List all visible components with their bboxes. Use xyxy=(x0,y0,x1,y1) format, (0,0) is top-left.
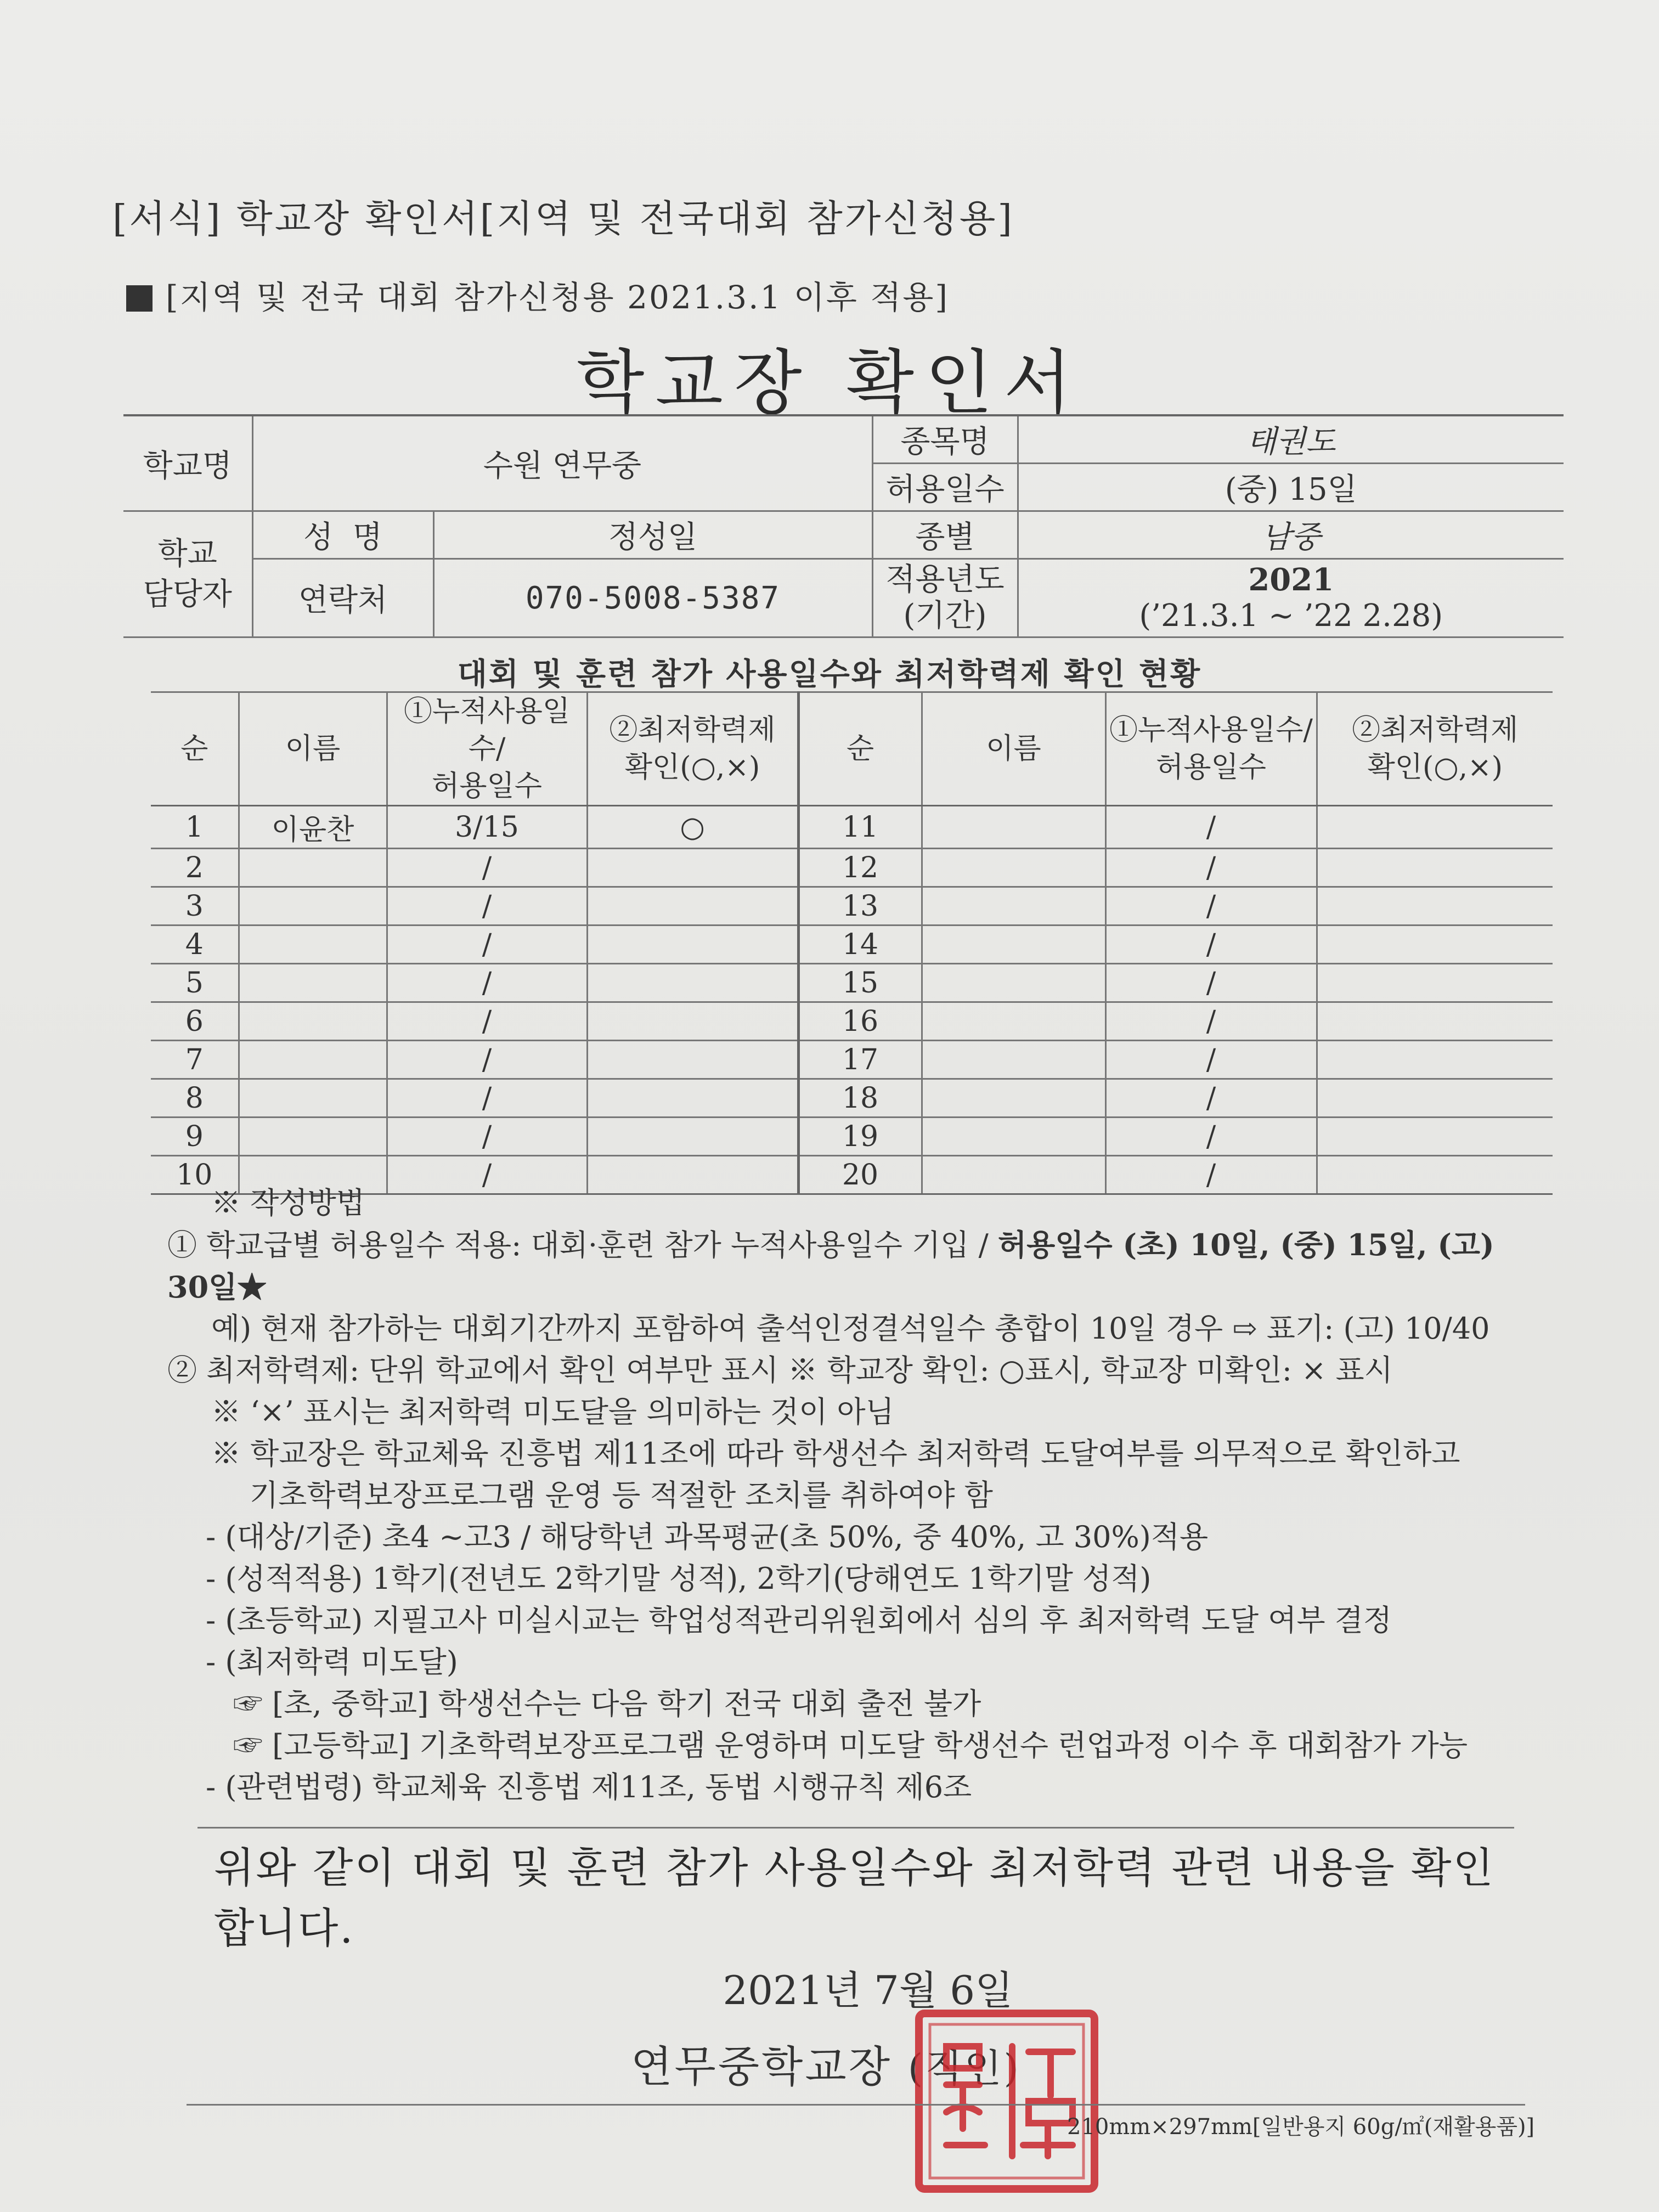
square-bullet-icon xyxy=(126,285,153,312)
cell-days: / xyxy=(1105,1079,1317,1118)
cell-no: 10 xyxy=(151,1156,239,1194)
info-table xyxy=(123,414,1564,638)
gender-label: 종별 xyxy=(872,511,1018,559)
cell-check xyxy=(1317,964,1553,1002)
cell-no: 11 xyxy=(798,806,922,849)
cell-check xyxy=(587,887,798,926)
cell-name xyxy=(922,849,1105,887)
cell-no: 13 xyxy=(798,887,922,926)
cell-check xyxy=(1317,806,1553,849)
divider xyxy=(198,1827,1514,1829)
paper-spec: 210mm×297mm[일반용지 60g/㎡(재활용품)] xyxy=(1067,2114,1535,2140)
cell-days: / xyxy=(387,926,587,964)
notes-heading: ※ 작성방법 xyxy=(211,1186,365,1220)
cell-no: 20 xyxy=(798,1156,922,1194)
cell-name xyxy=(239,926,387,964)
header-days: ①누적사용일수/ 허용일수 xyxy=(387,692,587,806)
table-row xyxy=(151,849,1553,887)
cell-no: 2 xyxy=(151,849,239,887)
note-unmet-mid: ☞ [초, 중학교] 학생선수는 다음 학기 전국 대회 출전 불가 xyxy=(233,1686,981,1721)
cell-days: / xyxy=(1105,1118,1317,1156)
allow-days-label: 허용일수 xyxy=(872,464,1018,511)
cell-days: / xyxy=(1105,1041,1317,1079)
status-table xyxy=(151,691,1553,1195)
note-law-1: ※ 학교장은 학교체육 진흥법 제11조에 따라 학생선수 최저학력 도달여부를 의무적으로 확인하고 xyxy=(211,1436,1460,1471)
school-label: 학교명 xyxy=(123,415,252,511)
note-target: - (대상/기준) 초4 ~고3 / 해당학년 과목평균(초 50%, 중 40%, 고 30%)적용 xyxy=(206,1520,1209,1554)
note-item-1 xyxy=(167,1224,1494,1266)
document-title: 학교장 확인서 xyxy=(576,342,1083,424)
table-row xyxy=(151,1002,1553,1041)
cell-days: / xyxy=(387,1118,587,1156)
cell-check xyxy=(587,926,798,964)
note-elementary: - (초등학교) 지필고사 미실시교는 학업성적관리위원회에서 심의 후 최저학력 도달 여부 결정 xyxy=(206,1603,1392,1638)
cell-no: 9 xyxy=(151,1118,239,1156)
school-seal-stamp xyxy=(913,2008,1100,2194)
cell-no: 16 xyxy=(798,1002,922,1041)
principal-name: 연무중학교장 xyxy=(631,2042,893,2092)
note-x: ※ ‘×’ 표시는 최저학력 미도달을 의미하는 것이 아님 xyxy=(211,1395,894,1429)
contact-label: 연락처 xyxy=(252,559,433,637)
cell-no: 15 xyxy=(798,964,922,1002)
name-value: 정성일 xyxy=(433,511,872,559)
cell-no: 4 xyxy=(151,926,239,964)
header-no: 순 xyxy=(151,692,239,806)
cell-name xyxy=(239,1118,387,1156)
period-value: (’21.3.1 ~ ’22 2.28) xyxy=(1139,598,1443,634)
cell-no: 3 xyxy=(151,887,239,926)
cell-no: 8 xyxy=(151,1079,239,1118)
cell-days: / xyxy=(387,849,587,887)
contact-value: 070-5008-5387 xyxy=(433,559,872,637)
header-no: 순 xyxy=(798,692,922,806)
header-name: 이름 xyxy=(239,692,387,806)
confirm-text: 위와 같이 대회 및 훈련 참가 사용일수와 최저학력 관련 내용을 확인합니다. xyxy=(214,1843,1495,1953)
instructions xyxy=(167,1182,1494,1808)
header-name: 이름 xyxy=(922,692,1105,806)
seal-mark: (직인) xyxy=(907,2046,1021,2091)
cell-check xyxy=(1317,1041,1553,1079)
name-label: 성 명 xyxy=(252,511,433,559)
apply-label xyxy=(126,272,949,318)
cell-name xyxy=(922,806,1105,849)
cell-days: / xyxy=(387,887,587,926)
cell-no: 6 xyxy=(151,1002,239,1041)
note-law-2: 기초학력보장프로그램 운영 등 적절한 조치를 취하여야 함 xyxy=(250,1478,993,1513)
cell-no: 14 xyxy=(798,926,922,964)
cell-days: / xyxy=(1105,849,1317,887)
table-row xyxy=(151,1118,1553,1156)
divider xyxy=(187,2104,1525,2106)
cell-days: / xyxy=(1105,926,1317,964)
cell-days: 3/15 xyxy=(387,806,587,849)
cell-name xyxy=(922,887,1105,926)
status-header-row xyxy=(151,692,1553,806)
manager-label: 학교 담당자 xyxy=(123,511,252,637)
cell-check: ○ xyxy=(587,806,798,849)
cell-name: 이윤찬 xyxy=(239,806,387,849)
cell-days: / xyxy=(387,964,587,1002)
note-example: 예) 현재 참가하는 대회기간까지 포함하여 출석인정결석일수 총합이 10일 경우 ⇨ 표기: (고) 10/40 xyxy=(211,1311,1490,1346)
header-check: ②최저학력제 확인(○,×) xyxy=(587,692,798,806)
note-item-1c: 30일★ xyxy=(167,1269,267,1305)
cell-no: 5 xyxy=(151,964,239,1002)
cell-name xyxy=(922,1041,1105,1079)
cell-name xyxy=(239,887,387,926)
cell-no: 12 xyxy=(798,849,922,887)
cell-name xyxy=(922,1002,1105,1041)
cell-no: 19 xyxy=(798,1118,922,1156)
cell-name xyxy=(922,926,1105,964)
form-label: [서식] 학교장 확인서[지역 및 전국대회 참가신청용] xyxy=(112,198,1014,241)
cell-check xyxy=(1317,849,1553,887)
cell-no: 7 xyxy=(151,1041,239,1079)
gender-value: 남중 xyxy=(1018,511,1564,559)
header-days: ①누적사용일수/ 허용일수 xyxy=(1105,692,1317,806)
cell-days: / xyxy=(1105,806,1317,849)
note-item-1a: ① 학교급별 허용일수 적용: 대회·훈련 참가 누적사용일수 기입 / xyxy=(167,1228,998,1262)
cell-name xyxy=(922,964,1105,1002)
cell-days: / xyxy=(1105,887,1317,926)
cell-check xyxy=(587,1079,798,1118)
cell-name xyxy=(239,849,387,887)
note-unmet: - (최저학력 미도달) xyxy=(206,1645,458,1679)
table-row xyxy=(151,926,1553,964)
table-row xyxy=(151,806,1553,849)
cell-days: / xyxy=(1105,1002,1317,1041)
cell-check xyxy=(587,849,798,887)
table-row xyxy=(151,1041,1553,1079)
table-row xyxy=(151,887,1553,926)
year-label: 적용년도 (기간) xyxy=(872,559,1018,637)
cell-check xyxy=(1317,1079,1553,1118)
cell-no: 17 xyxy=(798,1041,922,1079)
table-row xyxy=(151,1079,1553,1118)
status-title: 대회 및 훈련 참가 사용일수와 최저학력제 확인 현황 xyxy=(457,656,1202,692)
cell-name xyxy=(922,1079,1105,1118)
note-unmet-high: ☞ [고등학교] 기초학력보장프로그램 운영하며 미도달 학생선수 런업과정 이수 후 대회참가 가능 xyxy=(233,1728,1468,1763)
event-label: 종목명 xyxy=(872,415,1018,464)
cell-no: 18 xyxy=(798,1079,922,1118)
allow-days-value: (중) 15일 xyxy=(1018,464,1564,511)
apply-label-text: [지역 및 전국 대회 참가신청용 2021.3.1 이후 적용] xyxy=(166,279,950,316)
cell-check xyxy=(587,964,798,1002)
cell-no: 1 xyxy=(151,806,239,849)
cell-name xyxy=(239,1079,387,1118)
header-check: ②최저학력제 확인(○,×) xyxy=(1317,692,1553,806)
cell-days: / xyxy=(1105,1156,1317,1194)
cell-check xyxy=(587,1118,798,1156)
status-body xyxy=(151,806,1553,1194)
school-value: 수원 연무중 xyxy=(252,415,872,511)
cell-days: / xyxy=(387,1079,587,1118)
table-row xyxy=(151,964,1553,1002)
note-item-2: ② 최저학력제: 단위 학교에서 확인 여부만 표시 ※ 학교장 확인: ○표시, 학교장 미확인: × 표시 xyxy=(167,1353,1393,1387)
note-grades: - (성적적용) 1학기(전년도 2학기말 성적), 2학기(당해연도 1학기말 성적) xyxy=(206,1561,1152,1596)
cell-days: / xyxy=(387,1041,587,1079)
cell-check xyxy=(1317,926,1553,964)
cell-check xyxy=(1317,887,1553,926)
sign-date: 2021년 7월 6일 xyxy=(723,1967,1013,2013)
cell-name xyxy=(239,1002,387,1041)
cell-name xyxy=(239,964,387,1002)
note-item-1b: 허용일수 (초) 10일, (중) 15일, (고) xyxy=(997,1227,1494,1262)
cell-check xyxy=(587,1002,798,1041)
cell-name xyxy=(922,1118,1105,1156)
year-cell xyxy=(1018,559,1564,637)
cell-check xyxy=(1317,1118,1553,1156)
note-laws: - (관련법령) 학교체육 진흥법 제11조, 동법 시행규칙 제6조 xyxy=(206,1770,972,1804)
event-value: 태권도 xyxy=(1018,415,1564,464)
cell-days: / xyxy=(387,1002,587,1041)
cell-days: / xyxy=(387,1156,587,1194)
cell-days: / xyxy=(1105,964,1317,1002)
cell-name xyxy=(239,1041,387,1079)
cell-check xyxy=(587,1041,798,1079)
year-value: 2021 xyxy=(1248,562,1334,598)
cell-check xyxy=(1317,1002,1553,1041)
